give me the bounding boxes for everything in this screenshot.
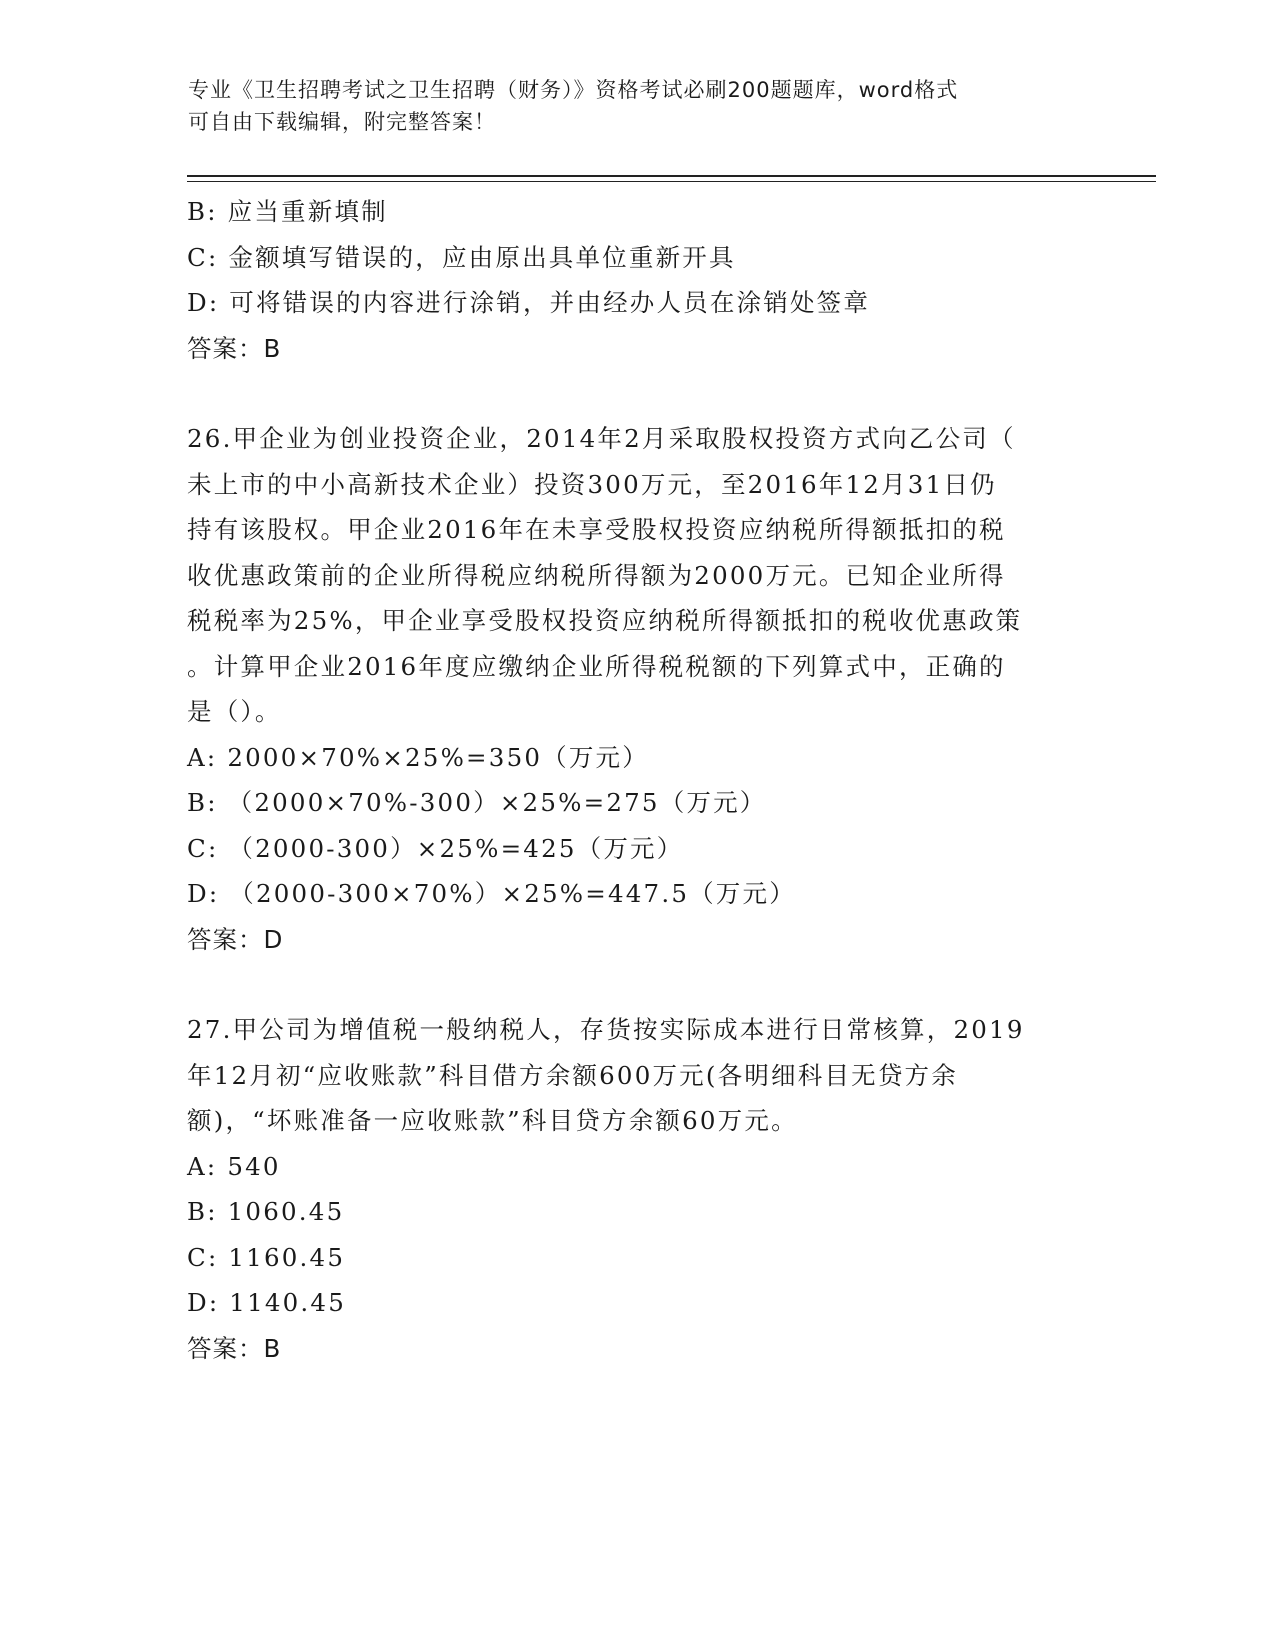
option-d: D: 可将错误的内容进行涂销，并由经办人员在涂销处签章	[187, 288, 871, 317]
header-divider-thick	[187, 175, 1156, 177]
question-stem-line: 26.甲企业为创业投资企业，2014年2月采取股权投资方式向乙公司（	[187, 424, 1016, 453]
document-header	[188, 74, 1088, 138]
option-d: D: （2000-300×70%）×25%=447.5（万元）	[187, 879, 796, 908]
spacer	[187, 962, 1087, 1007]
answer-line: 答案：B	[187, 1333, 282, 1363]
question-stem-line: 未上市的中小高新技术企业）投资300万元，至2016年12月31日仍	[187, 469, 997, 499]
previous-question-tail	[187, 189, 1087, 371]
question-stem-line: 持有该股权。甲企业2016年在未享受股权投资应纳税所得额抵扣的税	[187, 515, 1006, 544]
question-26	[187, 416, 1087, 962]
header-line-2: 可自由下载编辑，附完整答案！	[188, 110, 496, 134]
question-27	[187, 1007, 1087, 1371]
question-stem-line: 收优惠政策前的企业所得税应纳税所得额为2000万元。已知企业所得	[187, 560, 1006, 590]
spacer	[187, 371, 1087, 416]
option-c: C: 金额填写错误的，应由原出具单位重新开具	[187, 242, 736, 272]
question-stem-line: 税税率为25%，甲企业享受股权投资应纳税所得额抵扣的税收优惠政策	[187, 606, 1023, 635]
question-stem-line: 是（）。	[187, 697, 282, 726]
question-stem-line: 。计算甲企业2016年度应缴纳企业所得税税额的下列算式中，正确的	[187, 651, 1006, 681]
option-d: D: 1140.45	[187, 1288, 346, 1317]
option-b: B: （2000×70%-300）×25%=275（万元）	[187, 788, 767, 817]
header-line-1: 专业《卫生招聘考试之卫生招聘（财务）》资格考试必刷200题题库，word格式	[188, 78, 959, 102]
answer-line: 答案：D	[187, 924, 284, 954]
option-b: B: 1060.45	[187, 1197, 345, 1226]
option-b: B: 应当重新填制	[187, 197, 388, 226]
option-c: C: （2000-300）×25%=425（万元）	[187, 833, 684, 863]
question-stem-line: 27.甲公司为增值税一般纳税人，存货按实际成本进行日常核算，2019	[187, 1015, 1025, 1044]
question-stem-line: 额)，“坏账准备一应收账款”科目贷方余额60万元。	[187, 1106, 798, 1135]
option-a: A: 2000×70%×25%=350（万元）	[187, 742, 649, 772]
answer-line: 答案：B	[187, 333, 282, 363]
question-stem-line: 年12月初“应收账款”科目借方余额600万元(各明细科目无贷方余	[187, 1060, 958, 1090]
option-a: A: 540	[187, 1151, 281, 1181]
option-c: C: 1160.45	[187, 1242, 346, 1272]
document-body	[187, 189, 1087, 1371]
header-divider-thin	[187, 181, 1156, 182]
